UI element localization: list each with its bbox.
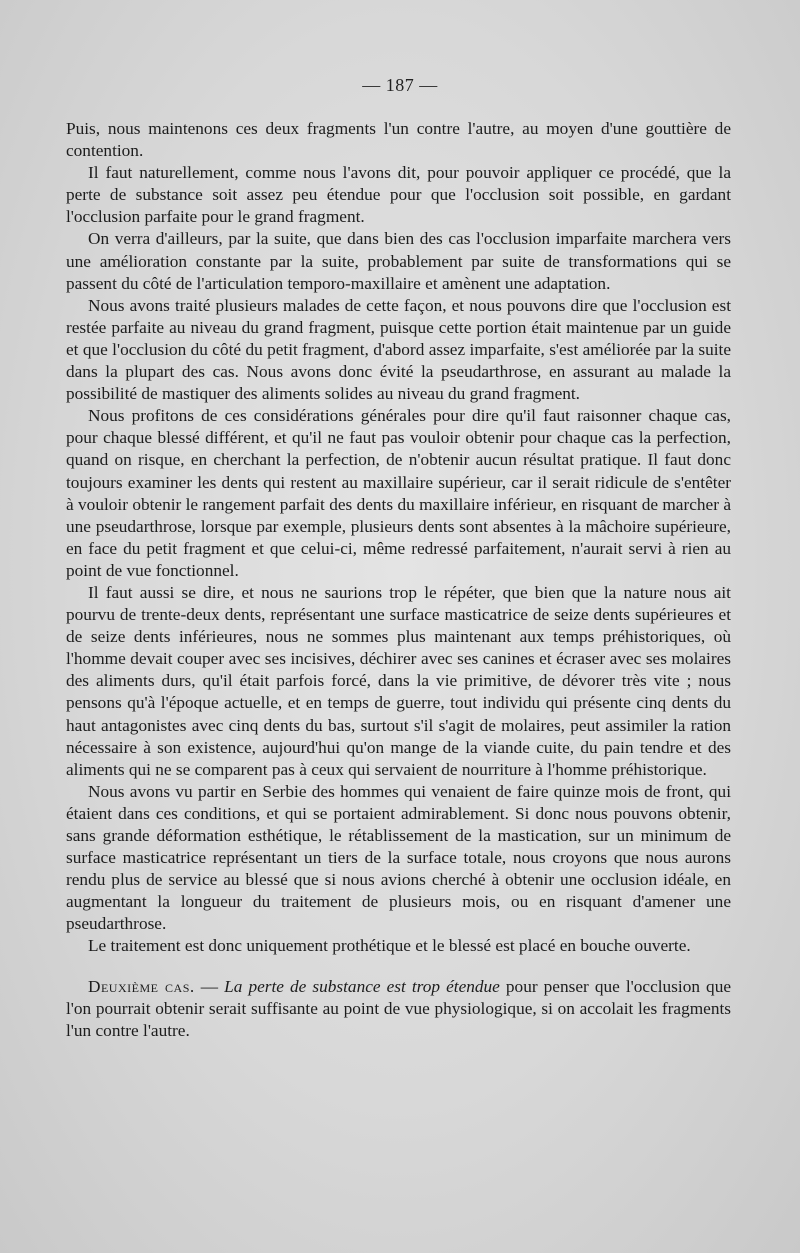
section-italic-lead: La perte de substance est trop étendue <box>224 976 500 996</box>
paragraph: Il faut aussi se dire, et nous ne saurions trop le répéter, que bien que la nature nous ait pourvu de trente-deux dents, représentant une surface masticatrice de seize dents supérieures et de seize dents inférieures, nous ne sommes plus maintenant aux temps préhistoriques, où l'homme devait couper avec ses incisives, déchirer avec ses canines et écraser avec ses molaires des aliments durs, qu'il était parfois forcé, dans la vie primitive, de dévorer très vite ; nous pensons qu'à l'époque actuelle, et en temps de guerre, tout individu qui présente cinq dents du haut antagonistes avec cinq dents du bas, surtout s'il s'agit de molaires, peut assimiler la ration nécessaire à son existence, aujourd'hui qu'on mange de la viande cuite, du pain tendre et des aliments qui ne se comparent pas à ceux qui servaient de nourriture à l'homme préhistorique. <box>66 582 731 779</box>
section-heading: Deuxième cas. <box>88 976 195 996</box>
paragraph: Nous avons traité plusieurs malades de cette façon, et nous pouvons dire que l'occlusion est restée parfaite au niveau du grand fragment, puisque cette portion était maintenue par un guide et que l'occlusion du côté du petit fragment, d'abord assez imparfaite, s'est améliorée par la suite dans la plupart des cas. Nous avons donc évité la pseudarthrose, en assurant au malade la possibilité de mastiquer des aliments solides au niveau du grand fragment. <box>66 295 731 404</box>
paragraph: Il faut naturellement, comme nous l'avons dit, pour pouvoir appliquer ce procédé, que la perte de substance soit assez peu étendue pour que l'occlusion soit possible, en gardant l'occlusion parfaite pour le grand fragment. <box>66 163 731 227</box>
section-dash: — <box>194 976 225 996</box>
paragraph: Nous profitons de ces considérations générales pour dire qu'il faut raisonner chaque cas, pour chaque blessé différent, et qu'il ne faut pas vouloir obtenir pour chaque cas la perfection, quand on risque, en cherchant la perfection, de n'obtenir aucun résultat pratique. Il faut donc toujours examiner les dents qui restent au maxillaire supérieur, car il serait ridicule de s'entêter à vouloir obtenir le rangement parfait des dents du maxillaire inférieur, en risquant de marcher à une pseudarthrose, lorsque par exemple, plusieurs dents sont absentes à la mâchoire supérieure, en face du petit fragment et que celui-ci, même redressé parfaitement, n'aurait servi à rien au point de vue fonctionnel. <box>66 406 731 580</box>
paragraph: Puis, nous maintenons ces deux fragments l'un contre l'autre, au moyen d'une gouttière de contention. <box>66 119 731 161</box>
paragraph: On verra d'ailleurs, par la suite, que dans bien des cas l'occlusion imparfaite marchera vers une amélioration constante par la suite, probablement par suite de transformations qui se passent du côté de l'articulation temporo-maxillaire et amènent une adaptation. <box>66 229 731 293</box>
paragraph: Nous avons vu partir en Serbie des hommes qui venaient de faire quinze mois de front, qui étaient dans ces conditions, et qui se portaient admirablement. Si donc nous pouvons obtenir, sans grande déformation esthétique, le rétablissement de la mastication, sur un minimum de surface masticatrice représentant un tiers de la surface totale, nous croyons que nous aurons rendu plus de service au blessé que si nous avions cherché à obtenir une occlusion idéale, en augmentant la longueur du traitement de plusieurs mois, ou en risquant d'amener une pseudarthrose. <box>66 781 731 934</box>
body-text <box>66 118 731 1042</box>
section-text: pour penser que l'occlusion que l'on pourrait obtenir serait suffisante au point de vue physiologique, si on accolait les fragments l'un contre l'autre. <box>66 976 732 1040</box>
page-number: — 187 — <box>362 75 438 95</box>
paragraph: Le traitement est donc uniquement prothétique et le blessé est placé en bouche ouverte. <box>88 936 691 956</box>
section-paragraph <box>66 976 731 1042</box>
